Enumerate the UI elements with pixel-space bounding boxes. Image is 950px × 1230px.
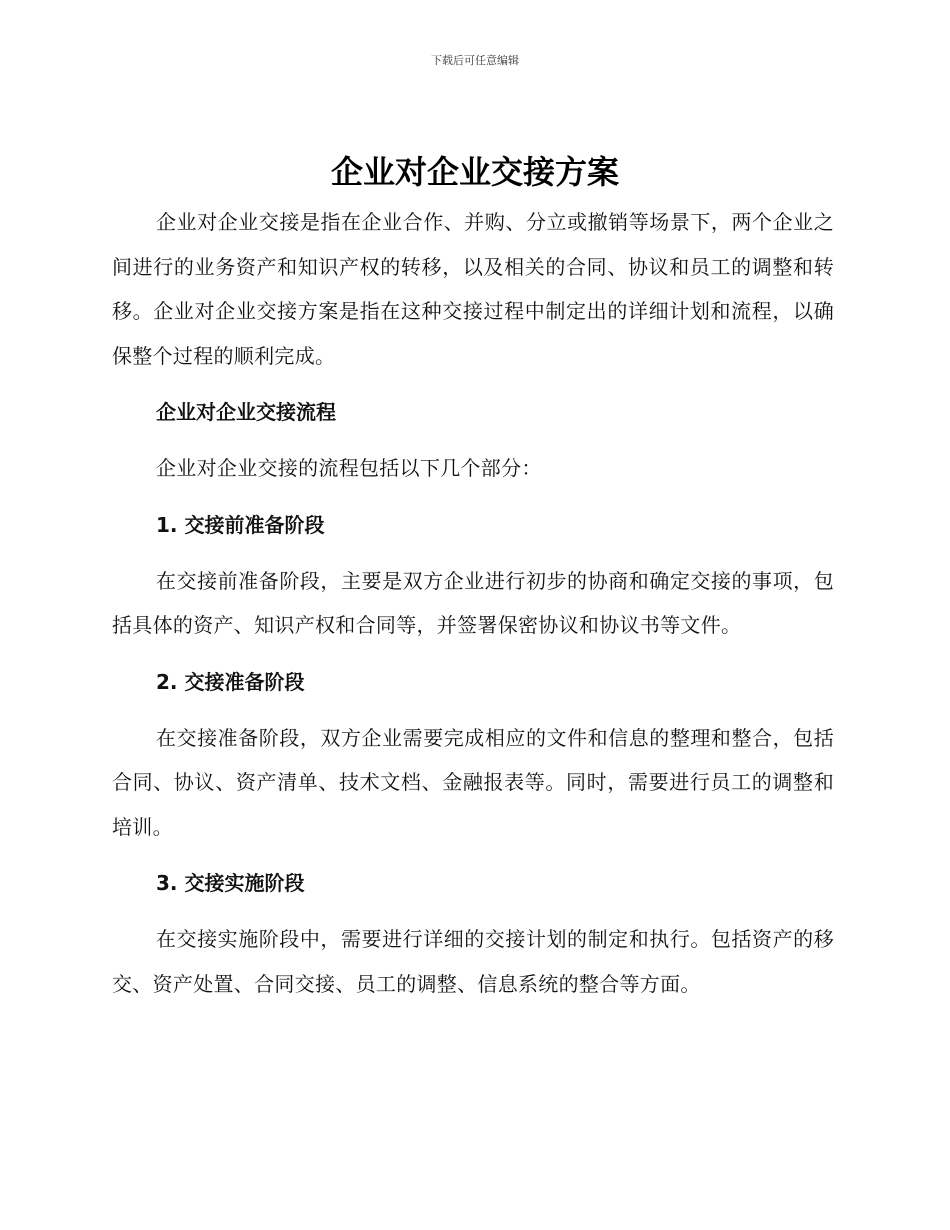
section-heading-3: 3. 交接实施阶段 (156, 871, 305, 895)
section-heading-2: 2. 交接准备阶段 (156, 669, 305, 694)
header-note: 下载后可任意编辑 (431, 54, 519, 67)
section-body-2: 在交接准备阶段，双方企业需要完成相应的文件和信息的整理和整合，包括合同、协议、资产清单、技术文档、金融报表等。同时，需要进行员工的调整和培训。 (112, 725, 834, 839)
process-intro-paragraph: 企业对企业交接的流程包括以下几个部分： (156, 456, 542, 480)
document-title: 企业对企业交接方案 (330, 153, 619, 191)
section-body-3: 在交接实施阶段中，需要进行详细的交接计划的制定和执行。包括资产的移交、资产处置、合同交接、员工的调整、信息系统的整合等方面。 (112, 927, 834, 996)
document-body (112, 200, 834, 1006)
section-heading-1: 1. 交接前准备阶段 (156, 512, 325, 537)
section-body-1: 在交接前准备阶段，主要是双方企业进行初步的协商和确定交接的事项，包括具体的资产、知识产权和合同等，并签署保密协议和协议书等文件。 (112, 568, 834, 637)
process-heading: 企业对企业交接流程 (156, 400, 336, 424)
intro-paragraph: 企业对企业交接是指在企业合作、并购、分立或撤销等场景下，两个企业之间进行的业务资产和知识产权的转移，以及相关的合同、协议和员工的调整和转移。企业对企业交接方案是指在这种交接过程中制定出的详细计划和流程，以确保整个过程的顺利完成。 (112, 210, 834, 368)
